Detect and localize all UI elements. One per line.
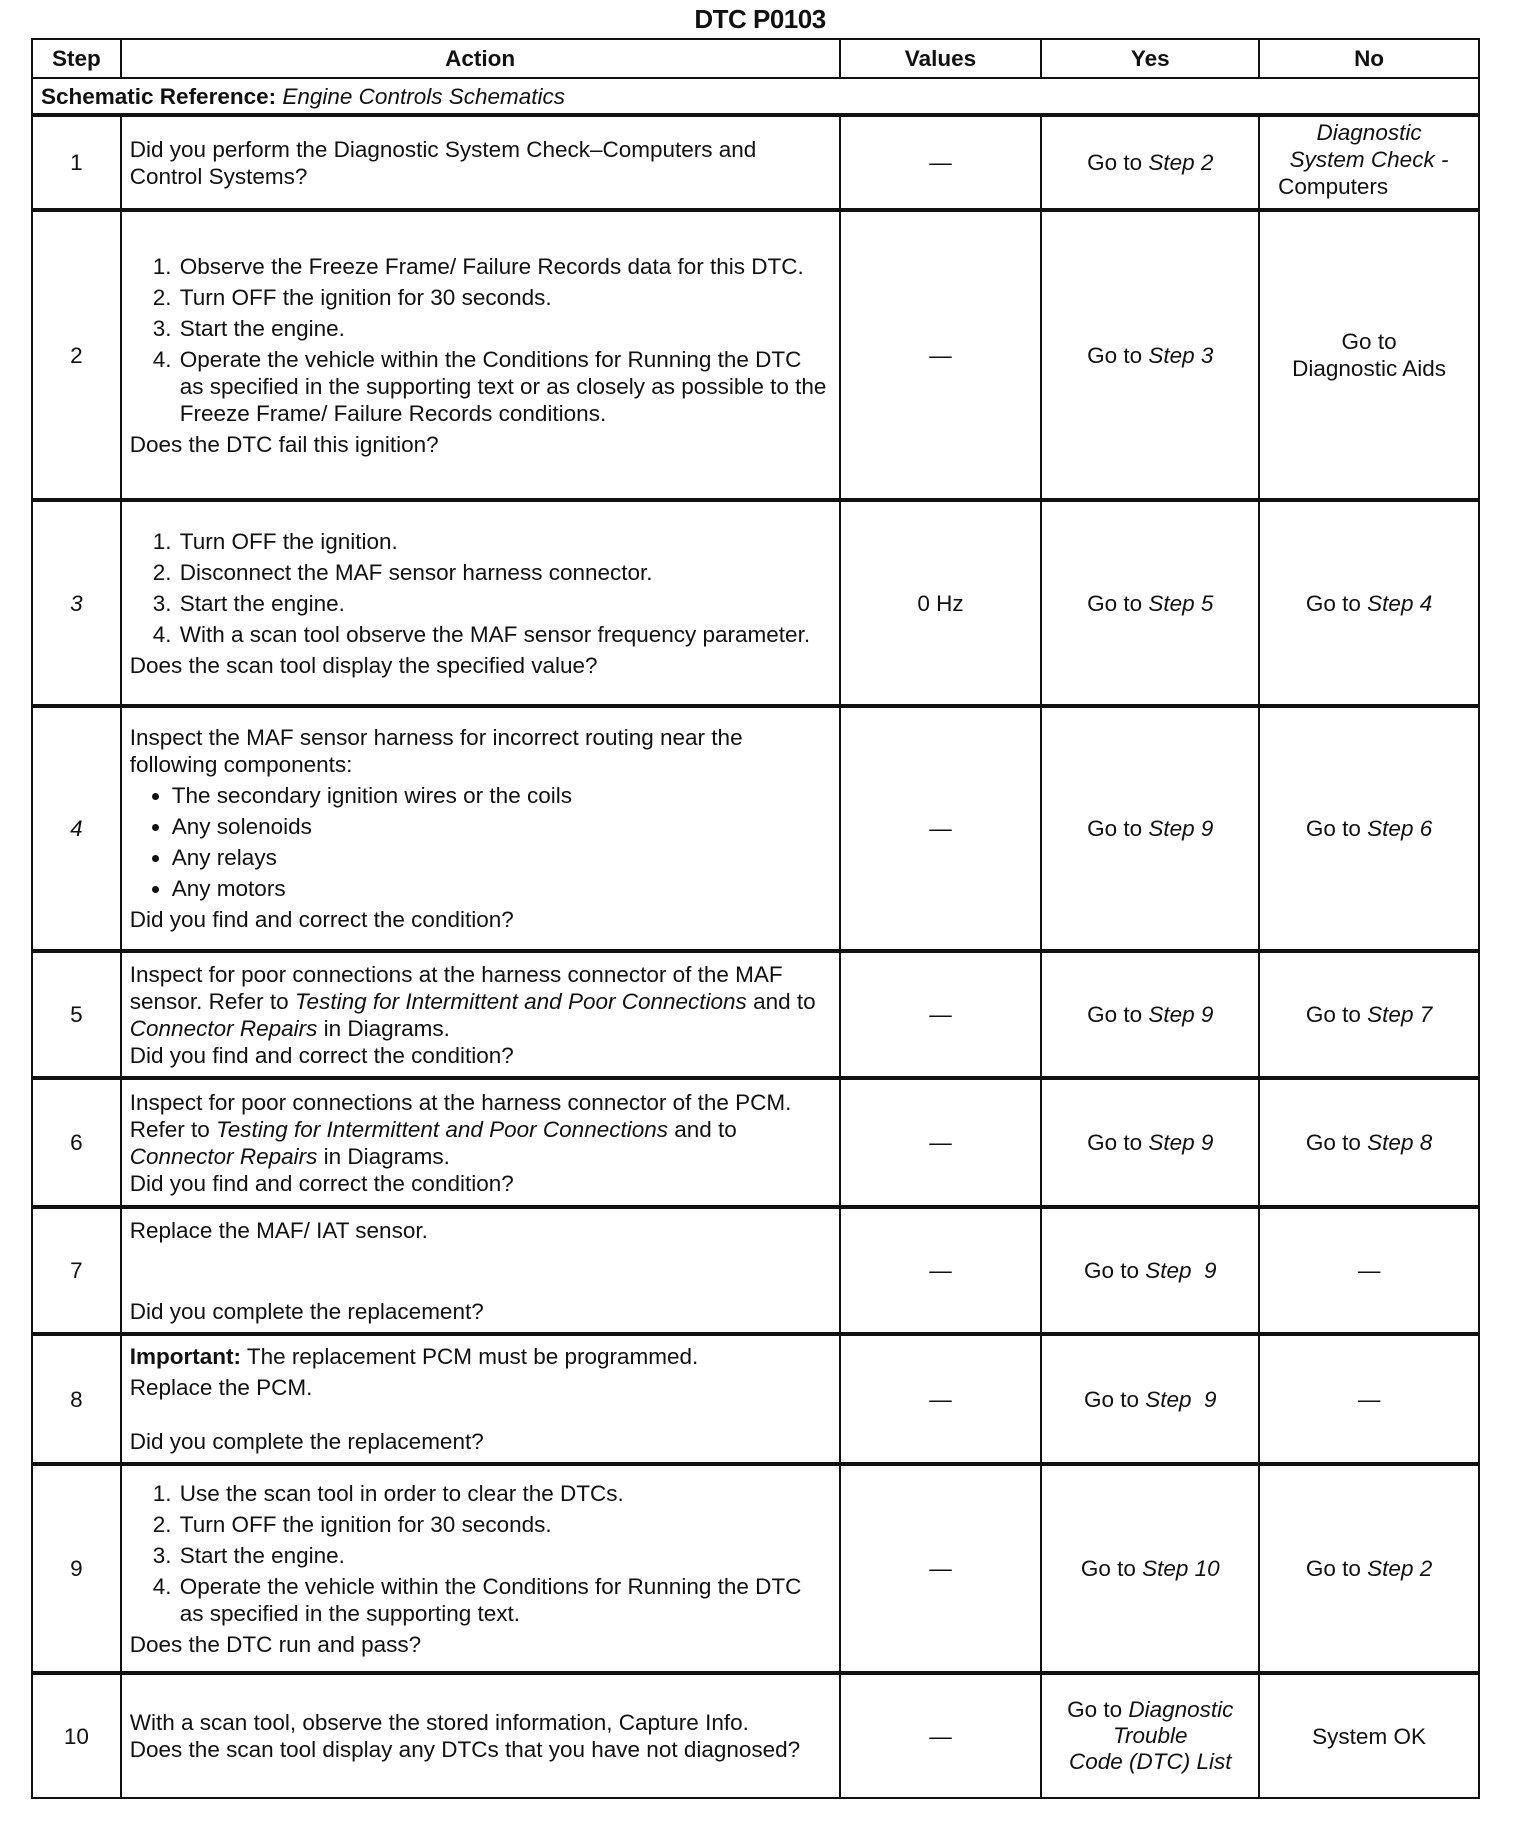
no-prefix: Go to	[1305, 1002, 1361, 1027]
action-instruction: With a scan tool, observe the stored information, Capture Info.	[129, 1710, 749, 1735]
action-question: Did you find and correct the condition?	[129, 1170, 514, 1196]
yes-cell[interactable]	[1041, 115, 1259, 210]
connector-repairs-link[interactable]: Connector Repairs	[129, 1015, 318, 1041]
action-cell	[121, 951, 840, 1078]
yes-cell[interactable]	[1041, 500, 1259, 706]
yes-step-link[interactable]: Step 2	[1148, 150, 1214, 175]
table-row-step-8	[32, 1334, 1479, 1464]
schematic-reference	[32, 78, 1479, 115]
values-cell: —	[840, 115, 1042, 210]
no-step-link[interactable]: Step 4	[1367, 590, 1433, 616]
no-cell[interactable]	[1259, 951, 1479, 1078]
page-title: DTC P0103	[694, 4, 826, 34]
yes-prefix: Go to	[1083, 1386, 1139, 1412]
action-steps-list	[130, 253, 831, 427]
action-step: 2. Turn OFF the ignition for 30 seconds.	[178, 284, 831, 311]
action-cell	[121, 500, 840, 706]
no-cell: System OK	[1259, 1673, 1479, 1798]
yes-prefix: Go to	[1087, 590, 1143, 616]
table-row-step-6	[32, 1078, 1479, 1207]
action-question: Did you complete the replacement?	[129, 1429, 484, 1454]
schematic-label: Schematic Reference:	[41, 83, 277, 109]
important-text: The replacement PCM must be programmed.	[241, 1344, 699, 1369]
step-number: 9	[32, 1464, 121, 1673]
action-step: 4. With a scan tool observe the MAF sensor frequency parameter.	[178, 621, 831, 648]
action-question: Did you complete the replacement?	[129, 1298, 484, 1324]
yes-cell[interactable]	[1041, 210, 1259, 500]
action-question: Does the DTC fail this ignition?	[129, 431, 439, 457]
header-row	[32, 39, 1479, 78]
action-question: Does the DTC run and pass?	[129, 1631, 422, 1657]
action-cell	[121, 1673, 840, 1798]
yes-step-link[interactable]: Step 9	[1145, 1258, 1217, 1283]
action-step: 3. Start the engine.	[178, 590, 831, 617]
values-cell: —	[840, 1334, 1042, 1464]
component-list	[130, 782, 831, 902]
values-cell: —	[840, 951, 1042, 1078]
component-item: • Any solenoids	[172, 813, 831, 840]
header-step: Step	[32, 39, 121, 78]
yes-cell[interactable]	[1041, 951, 1259, 1078]
action-step: 3. Start the engine.	[178, 315, 831, 342]
action-intro: Inspect the MAF sensor harness for incorrect routing near the following components:	[129, 725, 743, 777]
no-cell[interactable]	[1259, 1078, 1479, 1207]
step-number: 3	[32, 500, 121, 706]
yes-prefix: Go to	[1087, 1130, 1143, 1155]
action-step: 1. Turn OFF the ignition.	[178, 528, 831, 555]
no-diagnostic-aids-link[interactable]: Diagnostic Aids	[1292, 356, 1446, 381]
action-step: 4. Operate the vehicle within the Conditions for Running the DTC as specified in the supporting text or as closely as possible to the Freeze Frame/ Failure Records conditions.	[178, 346, 831, 427]
no-cell[interactable]	[1259, 500, 1479, 706]
yes-step-link[interactable]: Step 9	[1145, 1386, 1217, 1412]
table-row-step-4	[32, 706, 1479, 951]
no-link-line-2[interactable]: System Check -	[1289, 147, 1449, 172]
action-steps-list	[130, 1480, 831, 1627]
schematic-link[interactable]: Engine Controls Schematics	[282, 83, 566, 109]
step-number: 6	[32, 1078, 121, 1207]
component-item: • Any relays	[172, 844, 831, 871]
dtc-list-link-line-3[interactable]: Code (DTC) List	[1068, 1749, 1232, 1774]
action-step: 2. Disconnect the MAF sensor harness connector.	[178, 559, 831, 586]
yes-step-link[interactable]: Step 5	[1148, 590, 1214, 616]
values-cell: —	[840, 706, 1042, 951]
action-instruction	[130, 961, 831, 1042]
no-prefix: Go to	[1305, 590, 1361, 616]
step-number: 10	[32, 1673, 121, 1798]
text: in Diagrams.	[317, 1015, 450, 1041]
table-row-step-2	[32, 210, 1479, 500]
table-row-step-5	[32, 951, 1479, 1078]
no-cell[interactable]	[1259, 1464, 1479, 1673]
component-item: • The secondary ignition wires or the coils	[172, 782, 831, 809]
no-link-line-1[interactable]: Diagnostic	[1316, 120, 1422, 145]
values-cell: —	[840, 210, 1042, 500]
connector-repairs-link[interactable]: Connector Repairs	[129, 1143, 318, 1169]
dtc-list-link-line-1[interactable]: Diagnostic	[1128, 1697, 1234, 1722]
action-cell	[121, 115, 840, 210]
yes-prefix: Go to	[1083, 1258, 1139, 1283]
header-no: No	[1259, 39, 1479, 78]
action-cell	[121, 1207, 840, 1334]
step-number: 5	[32, 951, 121, 1078]
diagnostic-table	[31, 38, 1480, 1799]
values-cell: 0 Hz	[840, 500, 1042, 706]
table-row-step-10	[32, 1673, 1479, 1798]
important-note	[130, 1343, 831, 1370]
action-step: 3. Start the engine.	[178, 1542, 831, 1569]
no-line-1: Go to	[1341, 329, 1397, 354]
action-step: 4. Operate the vehicle within the Conditions for Running the DTC as specified in the supporting text.	[178, 1573, 831, 1627]
values-cell: —	[840, 1673, 1042, 1798]
no-cell: —	[1259, 1334, 1479, 1464]
yes-step-link[interactable]: Step 9	[1148, 816, 1214, 841]
yes-step-link[interactable]: Step 3	[1148, 342, 1214, 368]
text: and to	[746, 988, 816, 1014]
table-row-step-3	[32, 500, 1479, 706]
header-yes: Yes	[1041, 39, 1259, 78]
no-link-line-3[interactable]: Computers	[1278, 174, 1389, 199]
yes-prefix: Go to	[1087, 150, 1143, 175]
action-question: Did you find and correct the condition?	[129, 1042, 514, 1068]
no-step-link[interactable]: Step 7	[1367, 1002, 1433, 1027]
no-step-link[interactable]: Step 6	[1367, 816, 1433, 841]
table-row-step-9	[32, 1464, 1479, 1673]
action-cell	[121, 706, 840, 951]
text: and to	[668, 1116, 737, 1142]
header-action: Action	[121, 39, 840, 78]
action-question: Did you perform the Diagnostic System Check–Computers and Control Systems?	[129, 136, 757, 189]
important-label: Important:	[129, 1344, 242, 1369]
action-instruction	[130, 1089, 831, 1170]
text: Inspect for poor connections at the harness connector of the MAF sensor. Refer to	[129, 961, 783, 1014]
dtc-list-link-line-2[interactable]: Trouble	[1112, 1723, 1188, 1748]
testing-reference-link[interactable]: Testing for Intermittent and Poor Connections	[216, 1116, 669, 1142]
yes-cell[interactable]	[1041, 1078, 1259, 1207]
action-step: 1. Use the scan tool in order to clear the DTCs.	[178, 1480, 831, 1507]
no-cell[interactable]	[1259, 115, 1479, 210]
step-number: 7	[32, 1207, 121, 1334]
no-prefix: Go to	[1305, 816, 1361, 841]
values-cell: —	[840, 1464, 1042, 1673]
step-number: 4	[32, 706, 121, 951]
text: in Diagrams.	[317, 1143, 450, 1169]
yes-step-link[interactable]: Step 9	[1148, 1002, 1214, 1027]
yes-step-link[interactable]: Step 10	[1142, 1556, 1220, 1581]
yes-prefix: Go to	[1080, 1556, 1136, 1581]
no-cell[interactable]	[1259, 210, 1479, 500]
schematic-reference-row	[32, 78, 1479, 115]
action-cell	[121, 1464, 840, 1673]
yes-cell[interactable]	[1041, 1673, 1259, 1798]
yes-prefix: Go to	[1067, 1697, 1123, 1722]
no-prefix: Go to	[1305, 1556, 1361, 1581]
step-number: 8	[32, 1334, 121, 1464]
values-cell: —	[840, 1078, 1042, 1207]
component-item: • Any motors	[172, 875, 831, 902]
action-instruction: Replace the MAF/ IAT sensor.	[129, 1217, 428, 1243]
yes-cell[interactable]	[1041, 1334, 1259, 1464]
yes-step-link[interactable]: Step 9	[1148, 1130, 1214, 1155]
action-question: Does the scan tool display the specified value?	[129, 652, 598, 678]
yes-cell[interactable]	[1041, 706, 1259, 951]
yes-cell[interactable]	[1041, 1207, 1259, 1334]
no-step-link[interactable]: Step 8	[1367, 1130, 1433, 1155]
action-step: 1. Observe the Freeze Frame/ Failure Records data for this DTC.	[178, 253, 831, 280]
action-question: Did you find and correct the condition?	[129, 907, 514, 932]
table-row-step-7	[32, 1207, 1479, 1334]
table-row-step-1	[32, 115, 1479, 210]
no-cell: —	[1259, 1207, 1479, 1334]
testing-reference-link[interactable]: Testing for Intermittent and Poor Connections	[294, 988, 747, 1014]
yes-prefix: Go to	[1087, 816, 1143, 841]
yes-prefix: Go to	[1087, 342, 1143, 368]
action-instruction: Replace the PCM.	[129, 1375, 313, 1400]
action-step: 2. Turn OFF the ignition for 30 seconds.	[178, 1511, 831, 1538]
yes-cell[interactable]	[1041, 1464, 1259, 1673]
action-cell	[121, 1334, 840, 1464]
text: Inspect for poor connections at the harness connector of the PCM. Refer to	[129, 1089, 792, 1142]
yes-prefix: Go to	[1087, 1002, 1143, 1027]
action-cell	[121, 1078, 840, 1207]
no-prefix: Go to	[1305, 1130, 1361, 1155]
no-step-link[interactable]: Step 2	[1367, 1556, 1433, 1581]
no-cell[interactable]	[1259, 706, 1479, 951]
action-steps-list	[130, 528, 831, 648]
step-number: 1	[32, 115, 121, 210]
action-cell	[121, 210, 840, 500]
values-cell: —	[840, 1207, 1042, 1334]
action-question: Does the scan tool display any DTCs that you have not diagnosed?	[129, 1737, 801, 1762]
step-number: 2	[32, 210, 121, 500]
header-values: Values	[840, 39, 1042, 78]
